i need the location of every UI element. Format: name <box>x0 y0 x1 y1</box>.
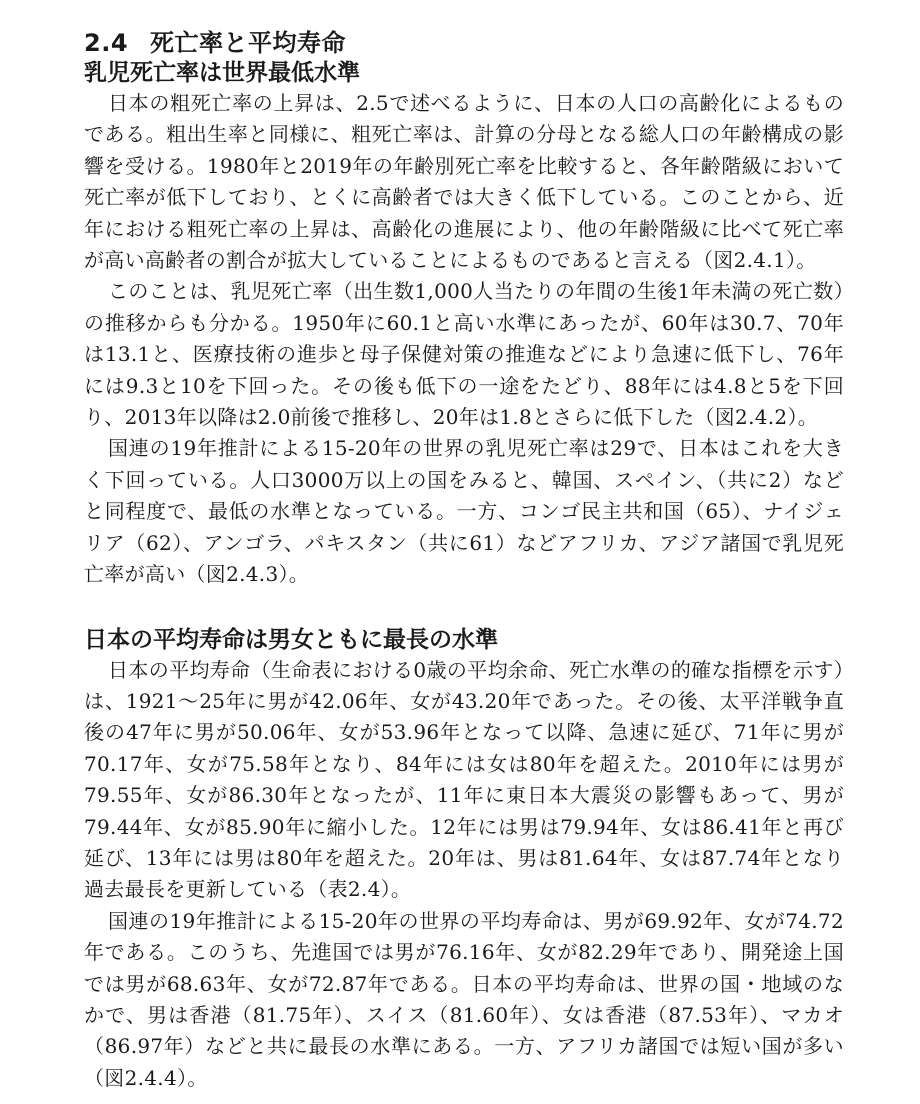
section-title-text: 死亡率と平均寿命 <box>150 29 347 57</box>
section-number: 2.4 <box>84 29 129 57</box>
paragraph: 日本の粗死亡率の上昇は、2.5で述べるように、日本の人口の高齢化によるものである。粗出生率と同様に、粗死亡率は、計算の分母となる総人口の年齢構成の影響を受ける。1980年と2019年の年齢別死亡率を比較すると、各年齢階級において死亡率が低下しており、とくに高齢者では大きく低下している。このことから、近年における粗死亡率の上昇は、高齢化の進展により、他の年齢階級に比べて死亡率が高い高齢者の割合が拡大していることによるものであると言える（図2.4.1）。 <box>84 91 844 273</box>
paragraph: 日本の平均寿命（生命表における0歳の平均余命、死亡水準の的確な指標を示す）は、1921～25年に男が42.06年、女が43.20年であった。その後、太平洋戦争直後の47年に男が50.06年、女が53.96年となって以降、急速に延び、71年に男が70.17年、女が75.58年となり、84年には女は80年を超えた。2010年には男が79.55年、女が86.30年となったが、11年に東日本大震災の影響もあって、男が79.44年、女が85.90年に縮小した。12年には男は79.94年、女は86.41年と再び延び、13年には男は80年を超えた。20年は、男は81.64年、女は87.74年となり過去最長を更新している（表2.4）。 <box>84 657 844 902</box>
paragraph: このことは、乳児死亡率（出生数1,000人当たりの年間の生後1年未満の死亡数）の推移からも分かる。1950年に60.1と高い水準にあったが、60年は30.7、70年は13.1と、医療技術の進歩と母子保健対策の推進などにより急速に低下し、76年には9.3と10を下回った。その後も低下の一途をたどり、88年には4.8と5を下回り、2013年以降は2.0前後で推移し、20年は1.8とさらに低下した（図2.4.2）。 <box>84 279 844 430</box>
paragraph: 国連の19年推計による15-20年の世界の乳児死亡率は29で、日本はこれを大きく下回っている。人口3000万以上の国をみると、韓国、スペイン、（共に2）などと同程度で、最低の水準となっている。一方、コンゴ民主共和国（65）、ナイジェリア（62）、アンゴラ、パキスタン（共に61）などアフリカ、アジア諸国で乳児死亡率が高い（図2.4.3）。 <box>84 436 844 587</box>
section-title <box>84 28 844 58</box>
document-page <box>84 28 844 1094</box>
paragraph: 国連の19年推計による15-20年の世界の平均寿命は、男が69.92年、女が74.72年である。このうち、先進国では男が76.16年、女が82.29年であり、開発途上国では男が68.63年、女が72.87年である。日本の平均寿命は、世界の国・地域のなかで、男は香港（81.75年）、スイス（81.60年）、女は香港（87.53年）、マカオ（86.97年）などと共に最長の水準にある。一方、アフリカ諸国では短い国が多い（図2.4.4）。 <box>84 908 844 1090</box>
subsection-heading-infant-mortality: 乳児死亡率は世界最低水準 <box>84 60 360 86</box>
subsection-heading-life-expectancy: 日本の平均寿命は男女ともに最長の水準 <box>84 626 498 653</box>
